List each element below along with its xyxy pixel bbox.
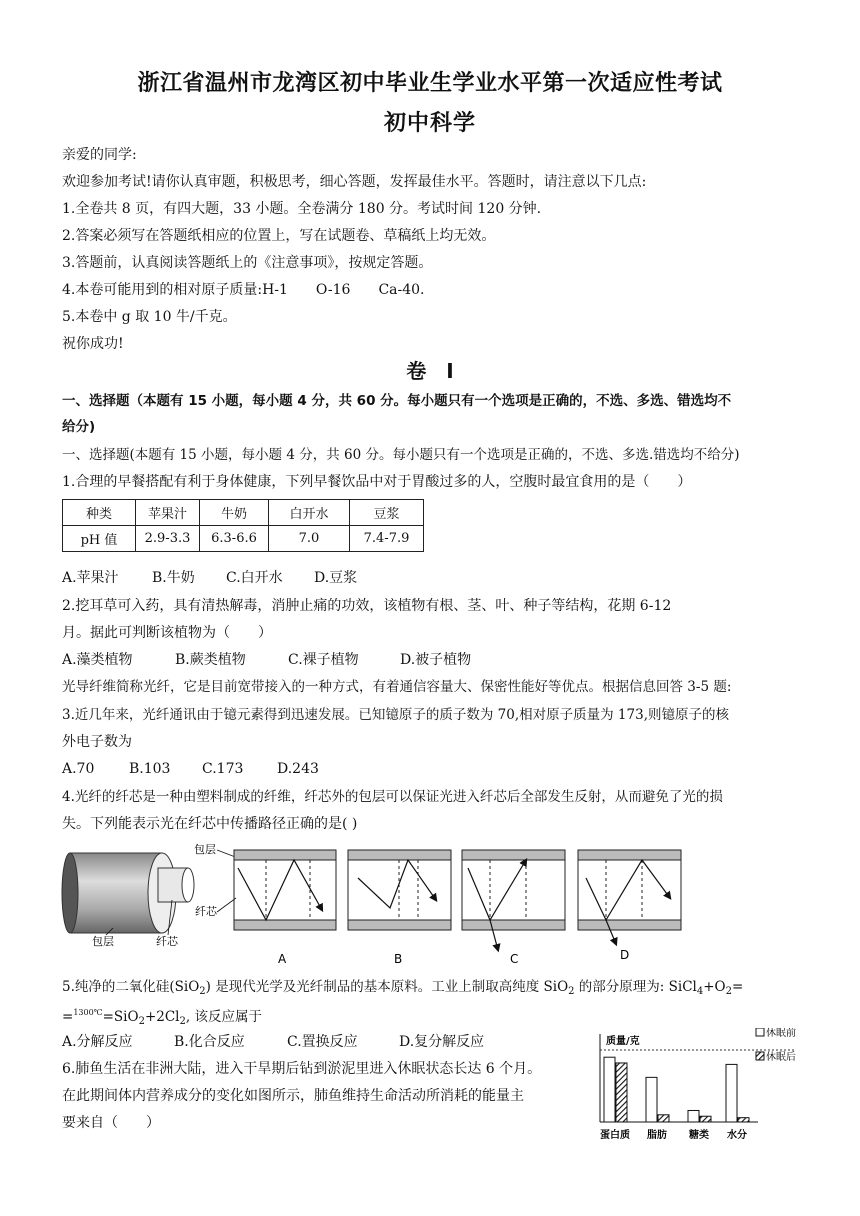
q5-stem-line2: $=^{1300℃}=SiO_2+2Cl_2$, 该反应属于: [62, 1008, 262, 1027]
x-tick-label: 蛋白质: [600, 1130, 630, 1141]
q4-stem-line1: 4.光纤的纤芯是一种由塑料制成的纤维，纤芯外的包层可以保证光进入纤芯后全部发生反射，从而避免了光的损: [62, 789, 723, 805]
q2-option-a: A.藻类植物: [62, 652, 133, 668]
option-a-diagram: [234, 850, 336, 966]
q5-option-b: B.化合反应: [174, 1034, 245, 1050]
y-axis-label: 质量/克: [606, 1036, 640, 1047]
option-d-diagram: [578, 850, 681, 962]
passage: 光导纤维简称光纤，它是目前宽带接入的一种方式，有着通信容量大、保密性能好等优点。根据信息回答 3-5 题:: [62, 679, 732, 695]
q2-option-c: C.裸子植物: [288, 652, 359, 668]
q2-options: [62, 650, 471, 670]
q5-option-d: D.复分解反应: [399, 1034, 485, 1050]
bar-before-1: [646, 1077, 657, 1122]
label-cladding: 包层: [194, 843, 216, 856]
x-tick-label: 脂肪: [647, 1130, 667, 1141]
option-c-diagram: [462, 850, 565, 966]
section-heading-repeat: 一、选择题(本题有 15 小题，每小题 4 分，共 60 分。每小题只有一个选项是正确的，不选、多选.错选均不给分): [62, 447, 740, 463]
table-header-cell: 苹果汁: [136, 500, 200, 526]
reaction-condition: 1300℃: [73, 1008, 103, 1017]
ph-table: [62, 499, 424, 552]
option-a-label: A: [278, 952, 287, 966]
table-header-cell: 豆浆: [350, 500, 424, 526]
table-cell: 6.3-6.6: [200, 526, 269, 552]
q3-stem-line2: 外电子数为: [62, 734, 132, 750]
x-tick-label: 水分: [727, 1130, 747, 1141]
q2-stem-line1: 2.挖耳草可入药，具有清热解毒，消肿止痛的功效，该植物有根、茎、叶、种子等结构，花期 6-12: [62, 598, 672, 614]
q6-stem-line1: 6.肺鱼生活在非洲大陆，进入干旱期后钻到淤泥里进入休眠状态长达 6 个月。: [62, 1061, 542, 1077]
table-cell: 2.9-3.3: [136, 526, 200, 552]
q3-option-d: D.243: [277, 761, 319, 777]
legend-after: 休眠后: [766, 1052, 796, 1063]
q2-stem-line2: 月。据此可判断该植物为（ ）: [62, 625, 272, 641]
q3-options: [62, 759, 319, 779]
note-2: 2.答案必须写在答题纸相应的位置上，写在试题卷、草稿纸上均无效。: [62, 228, 496, 244]
table-cell: 7.4-7.9: [350, 526, 424, 552]
option-b-label: B: [394, 952, 403, 966]
q3-option-b: B.103: [129, 761, 171, 777]
q2-option-d: D.被子植物: [400, 652, 472, 668]
bar-before-2: [688, 1110, 699, 1122]
q1-stem: 1.合理的早餐搭配有利于身体健康，下列早餐饮品中对于胃酸过多的人，空腹时最宜食用的是（ ）: [62, 474, 692, 490]
closing: 祝你成功!: [62, 336, 124, 352]
option-b-diagram: [348, 850, 451, 966]
table-cell: 7.0: [269, 526, 350, 552]
table-row: [63, 500, 424, 526]
q1-options: [62, 568, 357, 588]
volume-label: 卷 I: [406, 359, 454, 383]
bar-after-0: [616, 1063, 627, 1122]
subject-title: 初中科学: [383, 111, 476, 136]
fiber-cable-illustration: [62, 853, 194, 933]
lungfish-nutrient-chart: [586, 1028, 806, 1148]
greeting: 亲爱的同学:: [62, 147, 137, 163]
note-1: 1.全卷共 8 页，有四大题，33 小题。全卷满分 180 分。考试时间 120 分钟.: [62, 201, 542, 217]
bar-after-1: [658, 1115, 669, 1122]
q5-option-c: C.置换反应: [287, 1034, 358, 1050]
table-header-cell: 牛奶: [200, 500, 269, 526]
bar-before-3: [726, 1064, 737, 1122]
option-c-label: C: [510, 952, 519, 966]
q5-options: [62, 1032, 484, 1052]
table-row: [63, 526, 424, 552]
legend-swatch-after: [756, 1052, 764, 1060]
q5-stem-line1: 5.纯净的二氧化硅(SiO$_2$) 是现代光学及光纤制品的基本原料。工业上制取高纯度 SiO$_2$ 的部分原理为: $SiCl_4+O_2=$: [62, 979, 744, 997]
note-5: 5.本卷中 g 取 10 牛/千克。: [62, 309, 237, 325]
q1-option-c: C.白开水: [226, 570, 283, 586]
table-cell: pH 值: [63, 526, 136, 552]
q1-option-a: A.苹果汁: [62, 570, 119, 586]
section-heading-line2: 给分): [62, 419, 96, 435]
q5-option-a: A.分解反应: [62, 1034, 133, 1050]
q6-stem-line3: 要来自（ ）: [62, 1115, 160, 1131]
table-header-cell: 种类: [63, 500, 136, 526]
q2-option-b: B.蕨类植物: [175, 652, 246, 668]
q3-option-c: C.173: [202, 761, 244, 777]
q4-stem-line2: 失。下列能表示光在纤芯中传播路径正确的是( ): [62, 816, 358, 832]
q6-stem-line2: 在此期间体内营养成分的变化如图所示，肺鱼维持生命活动所消耗的能量主: [62, 1088, 524, 1104]
exam-title: 浙江省温州市龙湾区初中毕业生学业水平第一次适应性考试: [137, 71, 723, 96]
note-3: 3.答题前，认真阅读答题纸上的《注意事项》，按规定答题。: [62, 255, 433, 271]
legend-swatch-before: [756, 1028, 764, 1036]
option-d-label: D: [620, 948, 630, 962]
q1-option-b: B.牛奶: [152, 570, 195, 586]
q1-option-d: D.豆浆: [314, 570, 358, 586]
label-core-bottom: 纤芯: [156, 935, 178, 948]
bar-before-0: [604, 1057, 615, 1122]
bar-after-3: [738, 1118, 749, 1122]
note-4: 4.本卷可能用到的相对原子质量:H-1 O-16 Ca-40.: [62, 282, 425, 298]
table-header-cell: 白开水: [269, 500, 350, 526]
fiber-figure: [58, 838, 698, 970]
legend-before: 休眠前: [766, 1028, 796, 1039]
label-cladding-bottom: 包层: [92, 935, 114, 948]
q3-stem-line1: 3.近几年来，光纤通讯由于镱元素得到迅速发展。已知镱原子的质子数为 70,相对原子质量为 173,则镱原子的核: [62, 707, 729, 723]
bar-after-2: [700, 1116, 711, 1122]
welcome-text: 欢迎参加考试!请你认真审题，积极思考，细心答题，发挥最佳水平。答题时，请注意以下几点:: [62, 174, 647, 190]
x-tick-label: 糖类: [689, 1130, 709, 1141]
q3-option-a: A.70: [62, 761, 95, 777]
label-core: 纤芯: [195, 905, 217, 918]
section-heading-line1: 一、选择题（本题有 15 小题，每小题 4 分，共 60 分。每小题只有一个选项是正确的，不选、多选、错选均不: [62, 393, 732, 409]
